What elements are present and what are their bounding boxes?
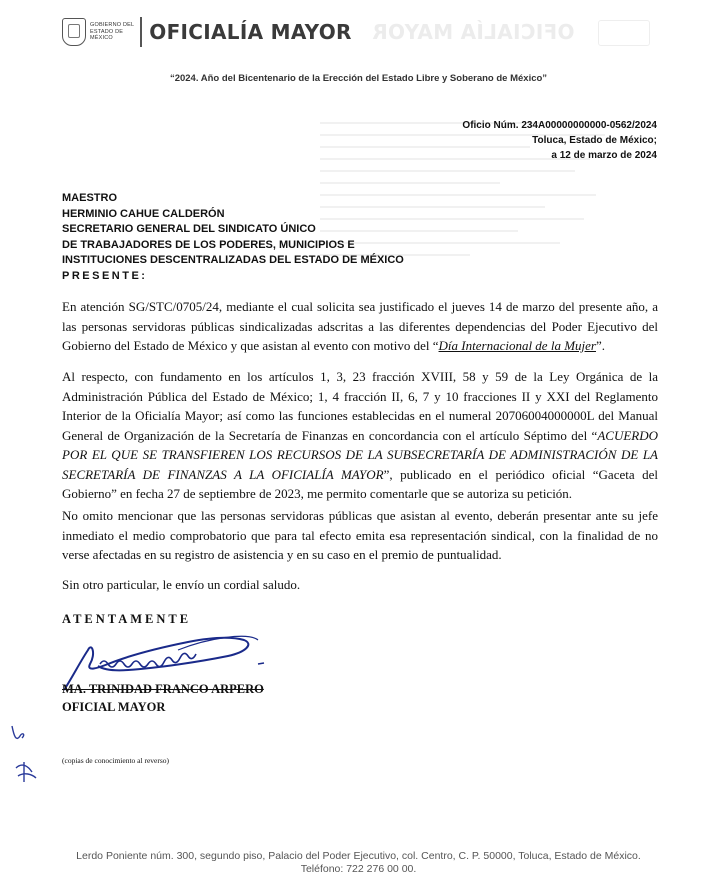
signer-name: MA. TRINIDAD FRANCO ARPERO bbox=[62, 682, 264, 696]
letterhead bbox=[62, 14, 352, 50]
bleed-through-seal bbox=[598, 20, 650, 46]
logo-line-3: MÉXICO bbox=[90, 35, 113, 42]
event-name: Día Internacional de la Mujer bbox=[438, 338, 596, 353]
oficio-number: Oficio Núm. 234A00000000000-0562/2024 bbox=[462, 120, 657, 131]
p1-end: ”. bbox=[595, 338, 605, 353]
year-motto: “2024. Año del Bicentenario de la Erección del Estado Libre y Soberano de México” bbox=[169, 73, 548, 84]
p2-end: ”, publicado en el periódico oficial “Gaceta del Gobierno” en fecha 27 de septiembre de 2023, me permito comentarle que se autoriza su petición. bbox=[62, 466, 658, 501]
state-seal-icon bbox=[62, 18, 86, 46]
signer-title: OFICIAL MAYOR bbox=[62, 700, 166, 714]
p2-text: Al respecto, con fundamento en los artículos 1, 3, 23 fracción XVIII, 58 y 59 de la Ley Orgánica de la Administración Pública del Estado de México; 1, 4 fracción II, 6, 7 y 10 fracciones II y XXI del Reglamento Interior de la Oficialía Mayor; así como las funciones establecidas en el numeral 20706004000000L del Manual General de Organización de la Secretaría de Finanzas en concordancia con el artículo Séptimo del “ bbox=[62, 369, 658, 443]
government-logo-text bbox=[90, 22, 134, 42]
recipient-name: HERMINIO CAHUE CALDERÓN bbox=[62, 207, 225, 220]
footer-address: Lerdo Poniente núm. 300, segundo piso, Palacio del Poder Ejecutivo, col. Centro, C. P. 50000, Toluca, Estado de México. bbox=[76, 850, 641, 862]
recipient-position-2: DE TRABAJADORES DE LOS PODERES, MUNICIPIOS E bbox=[62, 238, 355, 251]
footer-phone: Teléfono: 722 276 00 00. bbox=[300, 863, 417, 875]
paragraph-legal-basis bbox=[62, 367, 658, 504]
header-divider bbox=[140, 17, 142, 47]
p1-text: En atención SG/STC/0705/24, mediante el cual solicita sea justificado el jueves 14 de marzo del presente año, a las personas servidoras públicas sindicalizadas adscritas a las diferentes dependencias del Poder Ejecutivo del Gobierno del Estado de México y que asistan al evento con motivo del “ bbox=[62, 299, 658, 353]
recipient-block bbox=[62, 191, 404, 285]
logo-line-1: GOBIERNO DEL bbox=[90, 22, 135, 29]
signer-block bbox=[62, 680, 264, 716]
agreement-title: ACUERDO POR EL QUE SE TRANSFIEREN LOS RECURSOS DE LA SUBSECRETARÍA DE ADMINISTRACIÓN DE LA SECRETARÍA DE FINANZAS A LA OFICIALÍA MAYOR bbox=[62, 427, 658, 482]
paragraph-request bbox=[62, 297, 658, 356]
recipient-position-3: INSTITUCIONES DESCENTRALIZADAS DEL ESTADO DE MÉXICO bbox=[62, 254, 404, 267]
handwritten-marks-icon bbox=[2, 722, 42, 792]
footer bbox=[0, 850, 717, 876]
document-reference bbox=[462, 118, 657, 163]
recipient-title: MAESTRO bbox=[62, 192, 117, 204]
atentamente: ATENTAMENTE bbox=[62, 612, 192, 626]
copies-note: (copias de conocimiento al reverso) bbox=[62, 756, 170, 765]
place: Toluca, Estado de México; bbox=[532, 135, 657, 146]
office-title: OFICIALÍA MAYOR bbox=[149, 20, 352, 44]
date: a 12 de marzo de 2024 bbox=[551, 150, 657, 161]
presente: PRESENTE: bbox=[62, 269, 148, 282]
paragraph-notice: No omito mencionar que las personas servidoras públicas que asistan al evento, deberán presentar ante su jefe inmediato el medio comprobatorio que para tal efecto emita esa representación sindical, con la finalidad de no verse afectadas en su registro de asistencia y en su caso en el premio de puntualidad. bbox=[62, 508, 658, 562]
recipient-position-1: SECRETARIO GENERAL DEL SINDICATO ÚNICO bbox=[62, 223, 316, 236]
paragraph-closing: Sin otro particular, le envío un cordial saludo. bbox=[62, 577, 301, 592]
logo-line-2: ESTADO DE bbox=[90, 28, 124, 35]
bleed-through-title: OFICIALÍA MAYOR bbox=[372, 20, 575, 44]
